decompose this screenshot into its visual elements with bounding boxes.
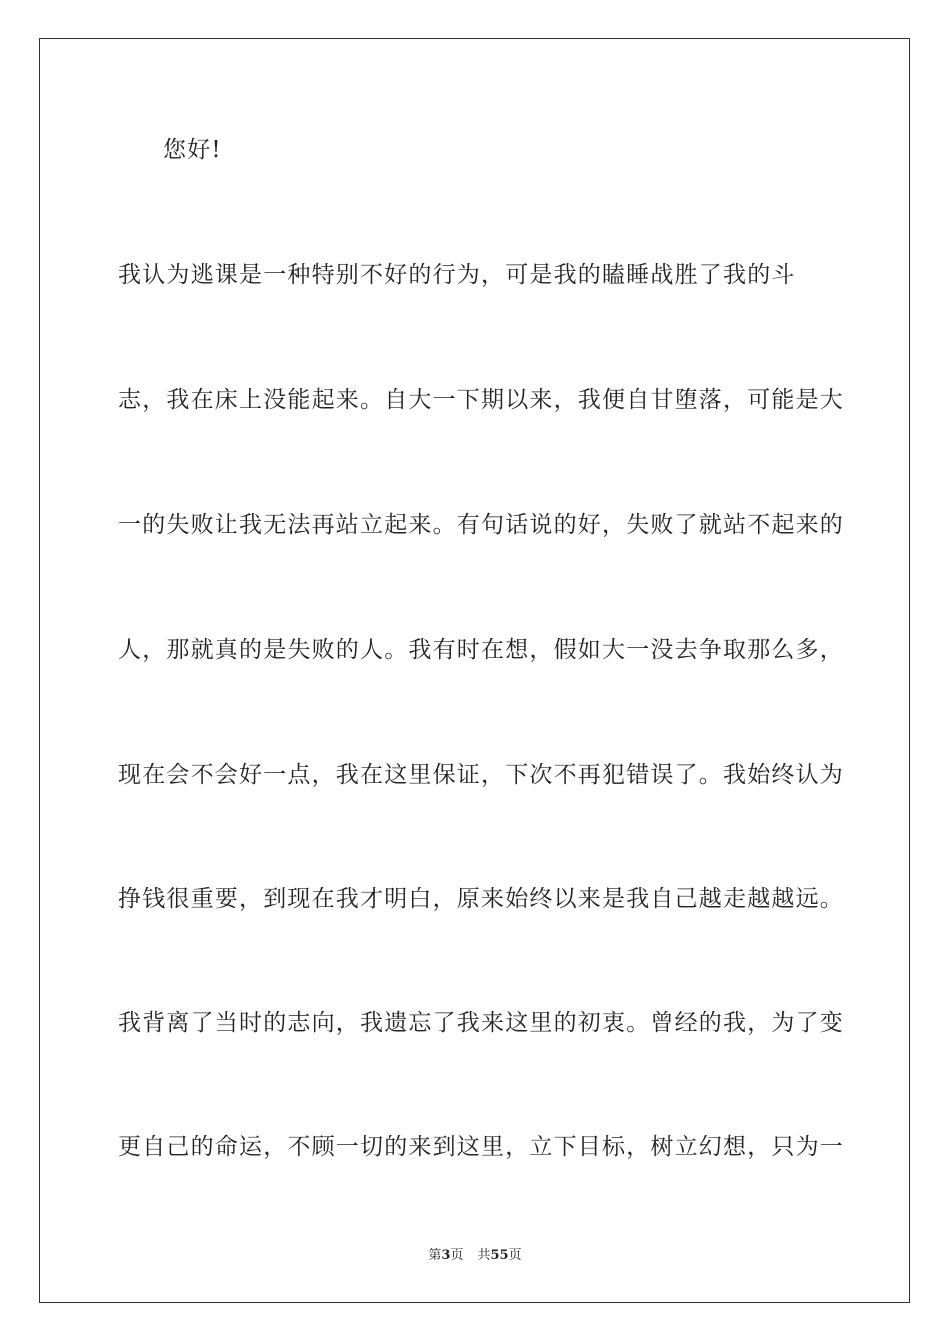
footer-page-prefix: 第 <box>428 1248 442 1263</box>
greeting-line: 您好! <box>163 137 222 163</box>
body-line-8: 更自己的命运，不顾一切的来到这里，立下目标，树立幻想，只为一 <box>118 1134 844 1160</box>
footer-total-prefix: 共 <box>477 1248 491 1263</box>
body-line-7: 我背离了当时的志向，我遗忘了我来这里的初衷。曾经的我，为了变 <box>118 1010 844 1036</box>
body-line-6: 挣钱很重要，到现在我才明白，原来始终以来是我自己越走越越远。 <box>118 886 844 912</box>
footer-page-suffix: 页 <box>450 1248 464 1263</box>
page-border <box>39 38 910 1303</box>
footer-page-number: 3 <box>441 1248 451 1263</box>
body-line-1: 我认为逃课是一种特别不好的行为，可是我的瞌睡战胜了我的斗 <box>118 262 796 288</box>
body-line-4: 人，那就真的是失败的人。我有时在想，假如大一没去争取那么多， <box>118 637 844 663</box>
footer-total-suffix: 页 <box>508 1248 522 1263</box>
page-footer <box>0 1247 950 1265</box>
body-line-3: 一的失败让我无法再站立起来。有句话说的好，失败了就站不起来的 <box>118 512 844 538</box>
body-line-5: 现在会不会好一点，我在这里保证，下次不再犯错误了。我始终认为 <box>118 762 844 788</box>
footer-total-pages: 55 <box>490 1248 509 1263</box>
body-line-2: 志，我在床上没能起来。自大一下期以来，我便自甘堕落，可能是大 <box>118 387 844 413</box>
